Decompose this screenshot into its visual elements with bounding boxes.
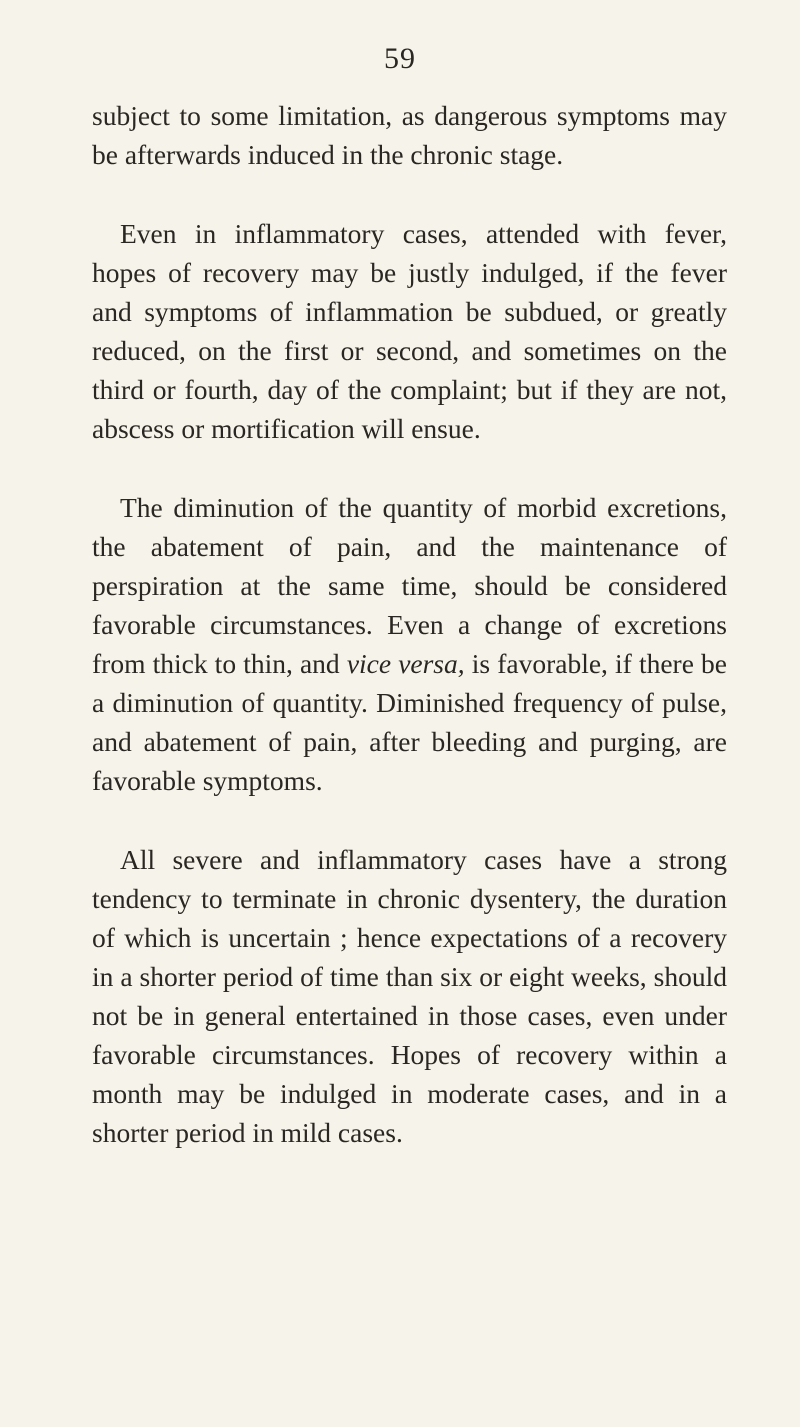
paragraph-favorable-circumstances bbox=[92, 488, 727, 800]
page-body bbox=[92, 96, 727, 1152]
italic-phrase: vice versa, bbox=[346, 648, 465, 679]
paragraph-inflammatory-cases: Even in inflammatory cases, attended with fever, hopes of recovery may be justly indulged, if the fever and symptoms of inflammation be subdued, or greatly reduced, on the first or second, and sometimes on the third or fourth, day of the complaint; but if they are not, abscess or mortification will ensue. bbox=[92, 218, 727, 444]
paragraph-text-part-1: The diminution of the quantity of morbid excretions, the abatement of pain, and the maintenance of perspiration at the same time, should be considered favorable circumstances. Even a change of excretions from thick to thin, and bbox=[92, 492, 727, 679]
paragraph-continuation: subject to some limitation, as dangerous symptoms may be afterwards induced in the chronic stage. bbox=[92, 100, 727, 170]
page-number: 59 bbox=[384, 42, 416, 75]
paragraph-chronic-dysentery: All severe and inflammatory cases have a strong tendency to terminate in chronic dysentery, the duration of which is uncertain ; hence expectations of a recovery in a shorter period of time than six or eight weeks, should not be in general entertained in those cases, even under favorable circumstances. Hopes of recovery within a month may be indulged in moderate cases, and in a shorter period in mild cases. bbox=[92, 844, 727, 1148]
paragraph-text-part-2: is favorable, if there be a diminution of quantity. Diminished frequency of pulse, and abatement of pain, after bleeding and purging, are favorable symptoms. bbox=[92, 648, 727, 796]
